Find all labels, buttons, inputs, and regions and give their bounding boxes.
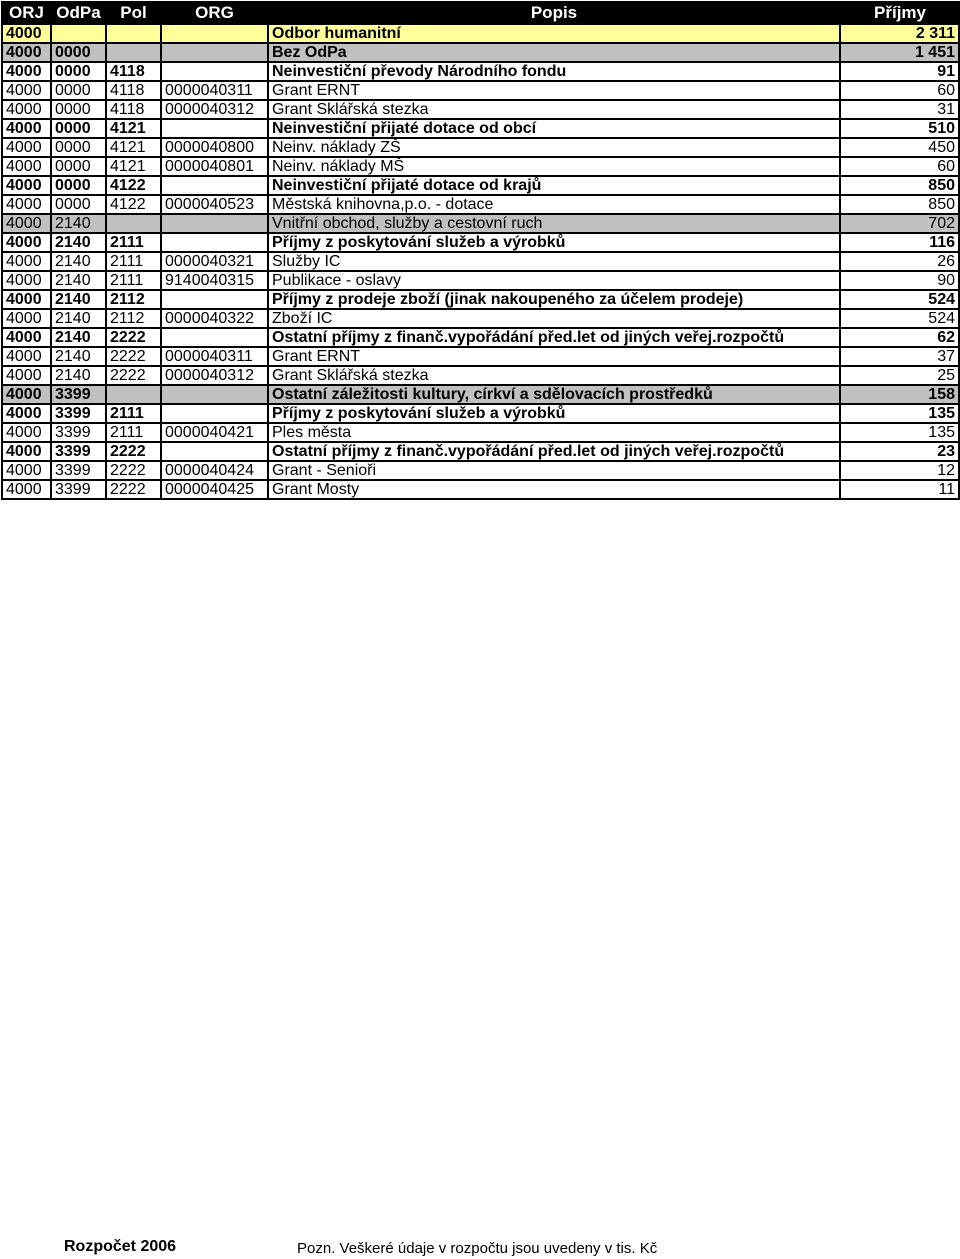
cell-orj: 4000 [2, 24, 51, 43]
cell-pol: 2222 [106, 480, 161, 499]
cell-prijmy: 25 [840, 366, 959, 385]
cell-org [161, 385, 268, 404]
cell-prijmy: 524 [840, 309, 959, 328]
table-row [2, 157, 959, 176]
header-odpa: OdPa [51, 2, 106, 24]
header-org: ORG [161, 2, 268, 24]
cell-prijmy: 60 [840, 81, 959, 100]
cell-pol: 2111 [106, 423, 161, 442]
cell-odpa: 2140 [51, 328, 106, 347]
cell-pol [106, 43, 161, 62]
cell-pol: 4118 [106, 81, 161, 100]
cell-prijmy: 524 [840, 290, 959, 309]
cell-orj: 4000 [2, 119, 51, 138]
cell-org [161, 214, 268, 233]
cell-popis: Příjmy z prodeje zboží (jinak nakoupeného za účelem prodeje) [268, 290, 840, 309]
cell-pol: 4121 [106, 119, 161, 138]
cell-org: 0000040322 [161, 309, 268, 328]
cell-odpa: 0000 [51, 157, 106, 176]
cell-popis: Publikace - oslavy [268, 271, 840, 290]
cell-org [161, 62, 268, 81]
budget-table [1, 1, 960, 500]
cell-prijmy: 158 [840, 385, 959, 404]
cell-odpa: 0000 [51, 176, 106, 195]
cell-odpa: 2140 [51, 214, 106, 233]
table-row [2, 62, 959, 81]
cell-prijmy: 450 [840, 138, 959, 157]
cell-orj: 4000 [2, 214, 51, 233]
table-row [2, 290, 959, 309]
cell-odpa [51, 24, 106, 43]
cell-pol: 4118 [106, 100, 161, 119]
cell-prijmy: 1 451 [840, 43, 959, 62]
cell-popis: Neinv. náklady ZŠ [268, 138, 840, 157]
cell-odpa: 2140 [51, 309, 106, 328]
table-row [2, 138, 959, 157]
cell-popis: Grant Sklářská stezka [268, 366, 840, 385]
cell-org [161, 176, 268, 195]
cell-orj: 4000 [2, 480, 51, 499]
cell-popis: Neinvestiční přijaté dotace od krajů [268, 176, 840, 195]
cell-org [161, 442, 268, 461]
cell-pol: 4118 [106, 62, 161, 81]
cell-popis: Ostatní příjmy z finanč.vypořádání před.let od jiných veřej.rozpočtů [268, 442, 840, 461]
cell-org [161, 404, 268, 423]
cell-orj: 4000 [2, 328, 51, 347]
table-row [2, 233, 959, 252]
cell-prijmy: 850 [840, 176, 959, 195]
cell-prijmy: 135 [840, 423, 959, 442]
cell-popis: Služby IC [268, 252, 840, 271]
table-row [2, 100, 959, 119]
table-row [2, 366, 959, 385]
cell-org: 0000040311 [161, 347, 268, 366]
cell-pol: 4122 [106, 195, 161, 214]
cell-odpa: 0000 [51, 81, 106, 100]
cell-prijmy: 91 [840, 62, 959, 81]
cell-odpa: 3399 [51, 385, 106, 404]
cell-popis: Grant ERNT [268, 347, 840, 366]
cell-odpa: 2140 [51, 347, 106, 366]
cell-orj: 4000 [2, 347, 51, 366]
cell-odpa: 0000 [51, 43, 106, 62]
table-row [2, 271, 959, 290]
table-row [2, 43, 959, 62]
cell-pol: 4122 [106, 176, 161, 195]
cell-prijmy: 23 [840, 442, 959, 461]
cell-orj: 4000 [2, 43, 51, 62]
cell-org: 0000040801 [161, 157, 268, 176]
cell-popis: Neinvestiční přijaté dotace od obcí [268, 119, 840, 138]
cell-org [161, 290, 268, 309]
table-body [2, 24, 959, 499]
cell-pol: 2222 [106, 328, 161, 347]
table-row [2, 442, 959, 461]
cell-pol: 4121 [106, 157, 161, 176]
cell-orj: 4000 [2, 290, 51, 309]
cell-prijmy: 2 311 [840, 24, 959, 43]
cell-popis: Neinvestiční převody Národního fondu [268, 62, 840, 81]
cell-orj: 4000 [2, 252, 51, 271]
cell-odpa: 2140 [51, 290, 106, 309]
table-row [2, 81, 959, 100]
cell-popis: Grant - Senioři [268, 461, 840, 480]
cell-popis: Vnitřní obchod, služby a cestovní ruch [268, 214, 840, 233]
cell-orj: 4000 [2, 309, 51, 328]
cell-org [161, 233, 268, 252]
cell-prijmy: 31 [840, 100, 959, 119]
cell-prijmy: 60 [840, 157, 959, 176]
table-row [2, 423, 959, 442]
cell-orj: 4000 [2, 442, 51, 461]
cell-pol: 2111 [106, 404, 161, 423]
cell-pol: 2112 [106, 309, 161, 328]
cell-orj: 4000 [2, 100, 51, 119]
cell-orj: 4000 [2, 423, 51, 442]
cell-prijmy: 116 [840, 233, 959, 252]
cell-odpa: 0000 [51, 138, 106, 157]
cell-prijmy: 510 [840, 119, 959, 138]
cell-pol: 2111 [106, 233, 161, 252]
cell-orj: 4000 [2, 138, 51, 157]
cell-org: 0000040425 [161, 480, 268, 499]
cell-popis: Ples města [268, 423, 840, 442]
header-popis: Popis [268, 2, 840, 24]
footer-budget-year: Rozpočet 2006 [64, 1238, 177, 1255]
cell-odpa: 2140 [51, 366, 106, 385]
cell-popis: Zboží IC [268, 309, 840, 328]
table-row [2, 24, 959, 43]
cell-popis: Neinv. náklady MŠ [268, 157, 840, 176]
cell-popis: Grant Sklářská stezka [268, 100, 840, 119]
footer-note: Pozn. Veškeré údaje v rozpočtu jsou uvedeny v tis. Kč [297, 1240, 658, 1257]
header-pol: Pol [106, 2, 161, 24]
cell-pol: 2222 [106, 442, 161, 461]
cell-prijmy: 850 [840, 195, 959, 214]
cell-odpa: 0000 [51, 195, 106, 214]
cell-popis: Příjmy z poskytování služeb a výrobků [268, 233, 840, 252]
table-row [2, 328, 959, 347]
cell-org: 0000040424 [161, 461, 268, 480]
cell-org [161, 24, 268, 43]
cell-odpa: 3399 [51, 461, 106, 480]
cell-pol [106, 24, 161, 43]
cell-odpa: 2140 [51, 271, 106, 290]
cell-prijmy: 37 [840, 347, 959, 366]
cell-pol: 2222 [106, 461, 161, 480]
cell-org [161, 43, 268, 62]
cell-odpa: 3399 [51, 480, 106, 499]
cell-odpa: 3399 [51, 423, 106, 442]
cell-prijmy: 11 [840, 480, 959, 499]
cell-orj: 4000 [2, 271, 51, 290]
cell-pol: 2222 [106, 347, 161, 366]
cell-orj: 4000 [2, 81, 51, 100]
table-row [2, 309, 959, 328]
cell-popis: Odbor humanitní [268, 24, 840, 43]
table-row [2, 404, 959, 423]
cell-org: 9140040315 [161, 271, 268, 290]
table-row [2, 214, 959, 233]
cell-prijmy: 62 [840, 328, 959, 347]
cell-orj: 4000 [2, 366, 51, 385]
table-row [2, 385, 959, 404]
cell-pol: 2222 [106, 366, 161, 385]
cell-org: 0000040800 [161, 138, 268, 157]
cell-odpa: 3399 [51, 442, 106, 461]
cell-odpa: 2140 [51, 252, 106, 271]
cell-odpa: 0000 [51, 100, 106, 119]
header-row [2, 2, 959, 24]
cell-pol: 2111 [106, 271, 161, 290]
cell-popis: Ostatní záležitosti kultury, církví a sdělovacích prostředků [268, 385, 840, 404]
cell-popis: Ostatní příjmy z finanč.vypořádání před.let od jiných veřej.rozpočtů [268, 328, 840, 347]
table-row [2, 252, 959, 271]
table-row [2, 119, 959, 138]
cell-org: 0000040421 [161, 423, 268, 442]
table-row [2, 195, 959, 214]
cell-popis: Příjmy z poskytování služeb a výrobků [268, 404, 840, 423]
cell-org: 0000040311 [161, 81, 268, 100]
cell-popis: Bez OdPa [268, 43, 840, 62]
table-row [2, 480, 959, 499]
cell-orj: 4000 [2, 195, 51, 214]
cell-pol [106, 214, 161, 233]
cell-orj: 4000 [2, 233, 51, 252]
cell-popis: Grant ERNT [268, 81, 840, 100]
cell-odpa: 0000 [51, 62, 106, 81]
cell-pol: 2112 [106, 290, 161, 309]
cell-org [161, 328, 268, 347]
cell-orj: 4000 [2, 62, 51, 81]
cell-pol: 2111 [106, 252, 161, 271]
header-orj: ORJ [2, 2, 51, 24]
table-row [2, 347, 959, 366]
cell-orj: 4000 [2, 176, 51, 195]
cell-org: 0000040523 [161, 195, 268, 214]
cell-prijmy: 26 [840, 252, 959, 271]
cell-prijmy: 702 [840, 214, 959, 233]
cell-odpa: 0000 [51, 119, 106, 138]
cell-orj: 4000 [2, 461, 51, 480]
cell-popis: Grant Mosty [268, 480, 840, 499]
cell-org: 0000040312 [161, 100, 268, 119]
cell-odpa: 3399 [51, 404, 106, 423]
table-row [2, 461, 959, 480]
cell-odpa: 2140 [51, 233, 106, 252]
cell-orj: 4000 [2, 404, 51, 423]
cell-prijmy: 12 [840, 461, 959, 480]
cell-org [161, 119, 268, 138]
cell-orj: 4000 [2, 385, 51, 404]
cell-prijmy: 90 [840, 271, 959, 290]
cell-org: 0000040321 [161, 252, 268, 271]
cell-pol: 4121 [106, 138, 161, 157]
cell-orj: 4000 [2, 157, 51, 176]
cell-pol [106, 385, 161, 404]
header-prijmy: Příjmy [840, 2, 959, 24]
cell-popis: Městská knihovna,p.o. - dotace [268, 195, 840, 214]
table-row [2, 176, 959, 195]
cell-prijmy: 135 [840, 404, 959, 423]
cell-org: 0000040312 [161, 366, 268, 385]
